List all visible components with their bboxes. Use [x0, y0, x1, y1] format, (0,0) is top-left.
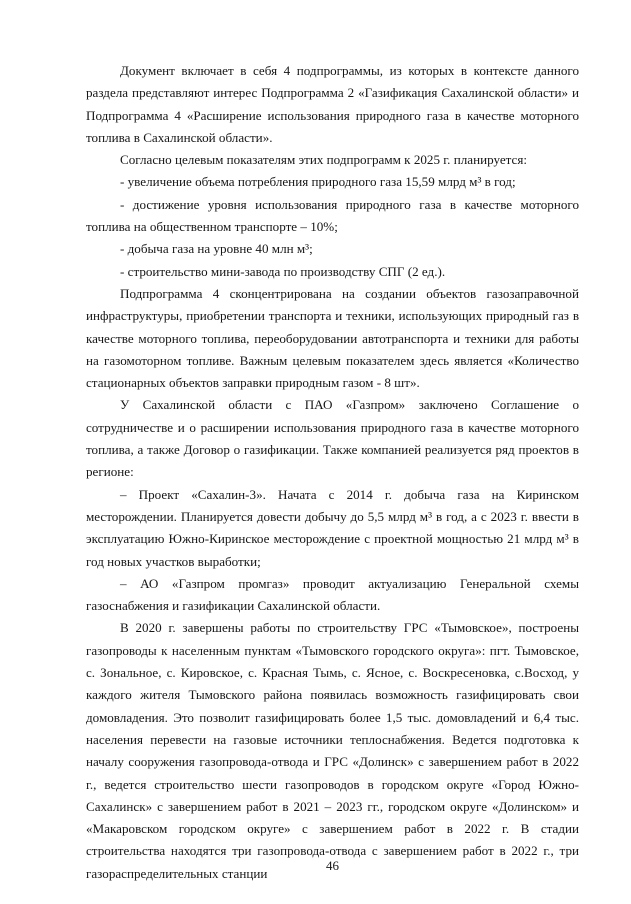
list-item-motor-fuel-level: - достижение уровня использования природного газа в качестве моторного топлива на общественном транспорте – 10%;: [86, 196, 579, 235]
body-text: [86, 60, 579, 885]
list-item-lng-plant: - строительство мини-завода по производству СПГ (2 ед.).: [120, 263, 446, 279]
list-item-gas-consumption: - увеличение объема потребления природного газа 15,59 млрд м³ в год;: [120, 174, 516, 190]
page-number: 46: [326, 858, 339, 873]
list-item-gas-production: - добыча газа на уровне 40 млн м³;: [120, 241, 313, 257]
paragraph-tymovskoe: В 2020 г. завершены работы по строительству ГРС «Тымовское», построены газопроводы к населенным пунктам «Тымовского городского округа»: пгт. Тымовское, с. Зональное, с. Кировское, с. Красная Тымь, с. Ясное, с. Воскресеновка, с.Восход, у каждого жителя Тымовского района появилась возможность газифицировать свои домовладения. Это позволит газифицировать более 1,5 тыс. домовладений и 6,4 тыс. населения перевести на газовые источники теплоснабжения. Ведется подготовка к началу сооружения газопровода-отвода и ГРС «Долинск» с завершением работ в 2022 г., ведется строительство шести газопроводов в городском округе «Город Южно-Сахалинск» с завершением работ в 2021 – 2023 гг., городском округе «Долинском» и «Макаровском городском округе» с завершением работ в 2022 г. В стадии строительства находятся три газопровода-отвода с завершением работ в 2022 г., три газораспределительных станции: [86, 620, 579, 881]
list-item-promgaz: – АО «Газпром промгаз» проводит актуализацию Генеральной схемы газоснабжения и газификации Сахалинской области.: [86, 575, 579, 614]
paragraph-targets-intro: Согласно целевым показателям этих подпрограмм к 2025 г. планируется:: [120, 152, 527, 168]
paragraph-gazprom-agreement: У Сахалинской области с ПАО «Газпром» заключено Соглашение о сотрудничестве и о расширении использования природного газа в качестве моторного топлива, а также Договор о газификации. Также компанией реализуется ряд проектов в регионе:: [86, 397, 579, 480]
list-item-sakhalin-3: – Проект «Сахалин-3». Начата с 2014 г. добыча газа на Киринском месторождении. Планируется довести добычу до 5,5 млрд м³ в год, а с 2023 г. ввести в эксплуатацию Южно-Киринское месторождение с проектной мощностью 21 млрд м³ в год новых участков выработки;: [86, 486, 579, 569]
paragraph-subprogram-4: Подпрограмма 4 сконцентрирована на создании объектов газозаправочной инфраструктуры, приобретении транспорта и техники, использующих природный газ в качестве моторного топлива, переоборудовании автотранспорта и техники для работы на газомоторном топливе. Важным целевым показателем здесь является «Количество стационарных объектов заправки природным газом - 8 шт».: [86, 285, 579, 391]
paragraph-intro: Документ включает в себя 4 подпрограммы, из которых в контексте данного раздела представляют интерес Подпрограмма 2 «Газификация Сахалинской области» и Подпрограмма 4 «Расширение использования природного газа в качестве моторного топлива в Сахалинской области».: [86, 63, 579, 145]
